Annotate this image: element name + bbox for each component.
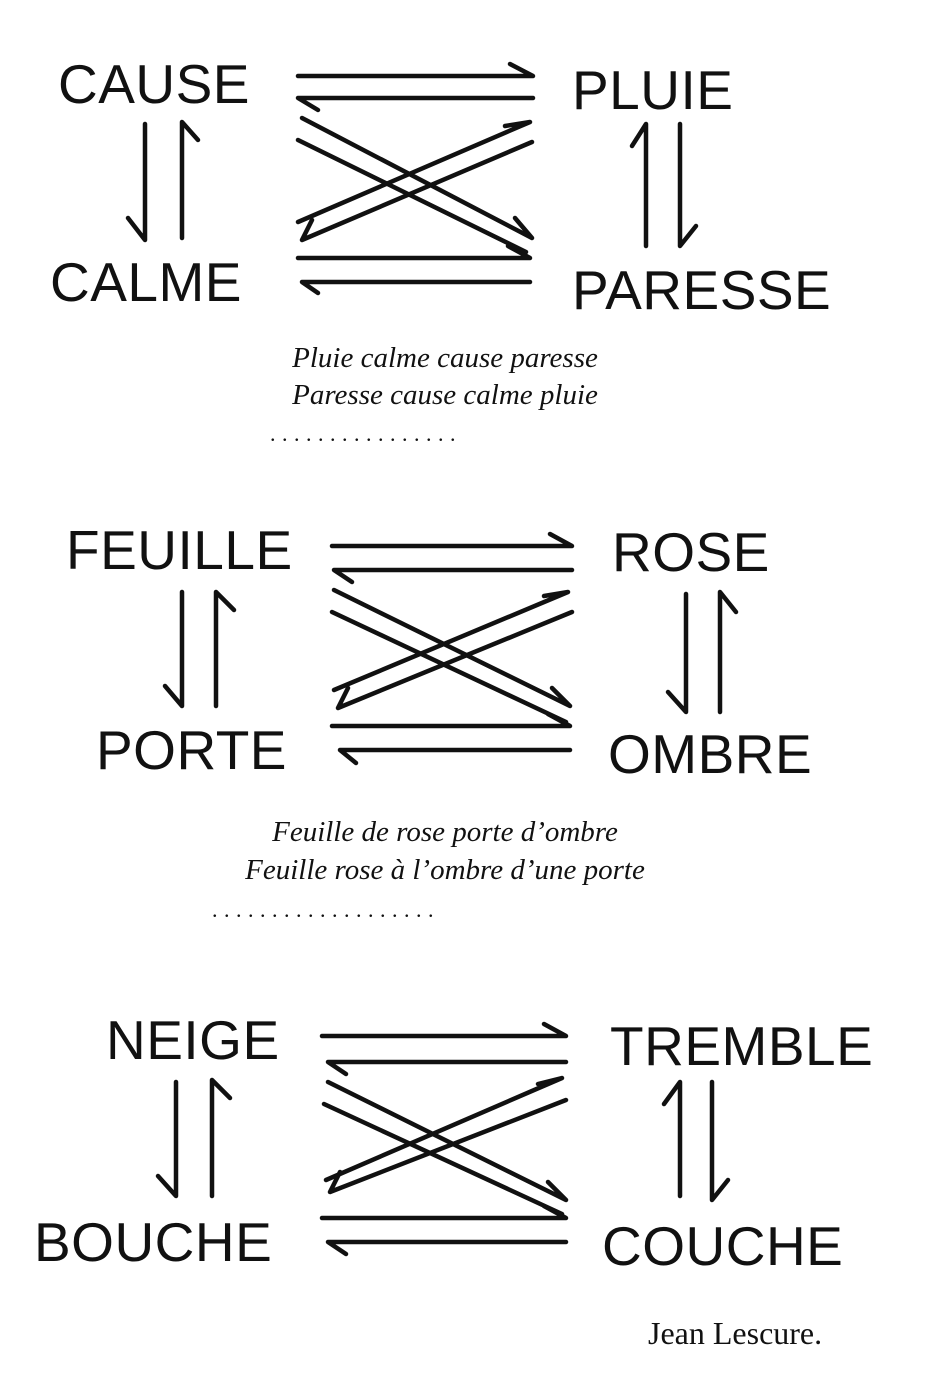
word-bottom-left: CALME — [50, 251, 242, 313]
verse-line: Feuille rose à l’ombre d’une porte — [245, 854, 645, 886]
word-top-right: PLUIE — [572, 59, 734, 121]
word-bottom-right: PARESSE — [572, 259, 832, 321]
arrow-up-icon — [632, 124, 646, 246]
word-bottom-left: BOUCHE — [34, 1211, 273, 1273]
arrow-up-icon — [216, 592, 234, 706]
arrow-right-icon — [332, 534, 572, 546]
arrow-right-icon — [332, 714, 570, 726]
arrow-right-icon — [322, 1206, 566, 1218]
verse-line: Feuille de rose porte d’ombre — [272, 816, 618, 848]
arrow-left-icon — [328, 1242, 566, 1254]
arrow-diagonal-icon — [330, 1100, 566, 1192]
arrow-left-icon — [340, 750, 570, 763]
ellipsis-dots: ................... — [212, 897, 440, 922]
arrow-right-icon — [298, 64, 533, 76]
arrow-down-icon — [680, 124, 696, 246]
word-top-right: TREMBLE — [610, 1015, 874, 1077]
verse-line: Pluie calme cause paresse — [292, 342, 598, 374]
arrow-diagonal-icon — [326, 1078, 562, 1180]
arrow-diagonal-icon — [328, 1082, 566, 1200]
arrow-left-icon — [298, 98, 533, 110]
arrow-diagonal-icon — [298, 122, 530, 222]
word-top-right: ROSE — [612, 521, 770, 583]
arrow-diagonal-icon — [324, 1104, 562, 1214]
arrow-down-icon — [668, 594, 686, 712]
word-top-left: NEIGE — [106, 1009, 280, 1071]
word-top-left: CAUSE — [58, 53, 250, 115]
arrow-up-icon — [212, 1080, 230, 1196]
word-bottom-left: PORTE — [96, 719, 287, 781]
arrow-up-icon — [720, 592, 736, 712]
arrow-down-icon — [165, 592, 182, 706]
ellipsis-dots: ................ — [270, 421, 462, 446]
arrow-up-icon — [664, 1082, 680, 1196]
arrow-down-icon — [712, 1082, 728, 1200]
arrow-left-icon — [334, 570, 572, 582]
arrow-right-icon — [322, 1024, 566, 1036]
arrow-down-icon — [158, 1082, 176, 1196]
word-bottom-right: OMBRE — [608, 723, 813, 785]
arrow-left-icon — [328, 1062, 566, 1074]
arrow-right-icon — [298, 246, 530, 258]
arrow-diagonal-icon — [338, 612, 572, 708]
arrow-up-icon — [182, 122, 198, 238]
arrow-left-icon — [302, 282, 530, 293]
word-bottom-right: COUCHE — [602, 1215, 844, 1277]
arrow-down-icon — [128, 124, 145, 240]
author-signature: Jean Lescure. — [648, 1315, 823, 1351]
word-top-left: FEUILLE — [66, 519, 293, 581]
verse-line: Paresse cause calme pluie — [292, 379, 598, 411]
